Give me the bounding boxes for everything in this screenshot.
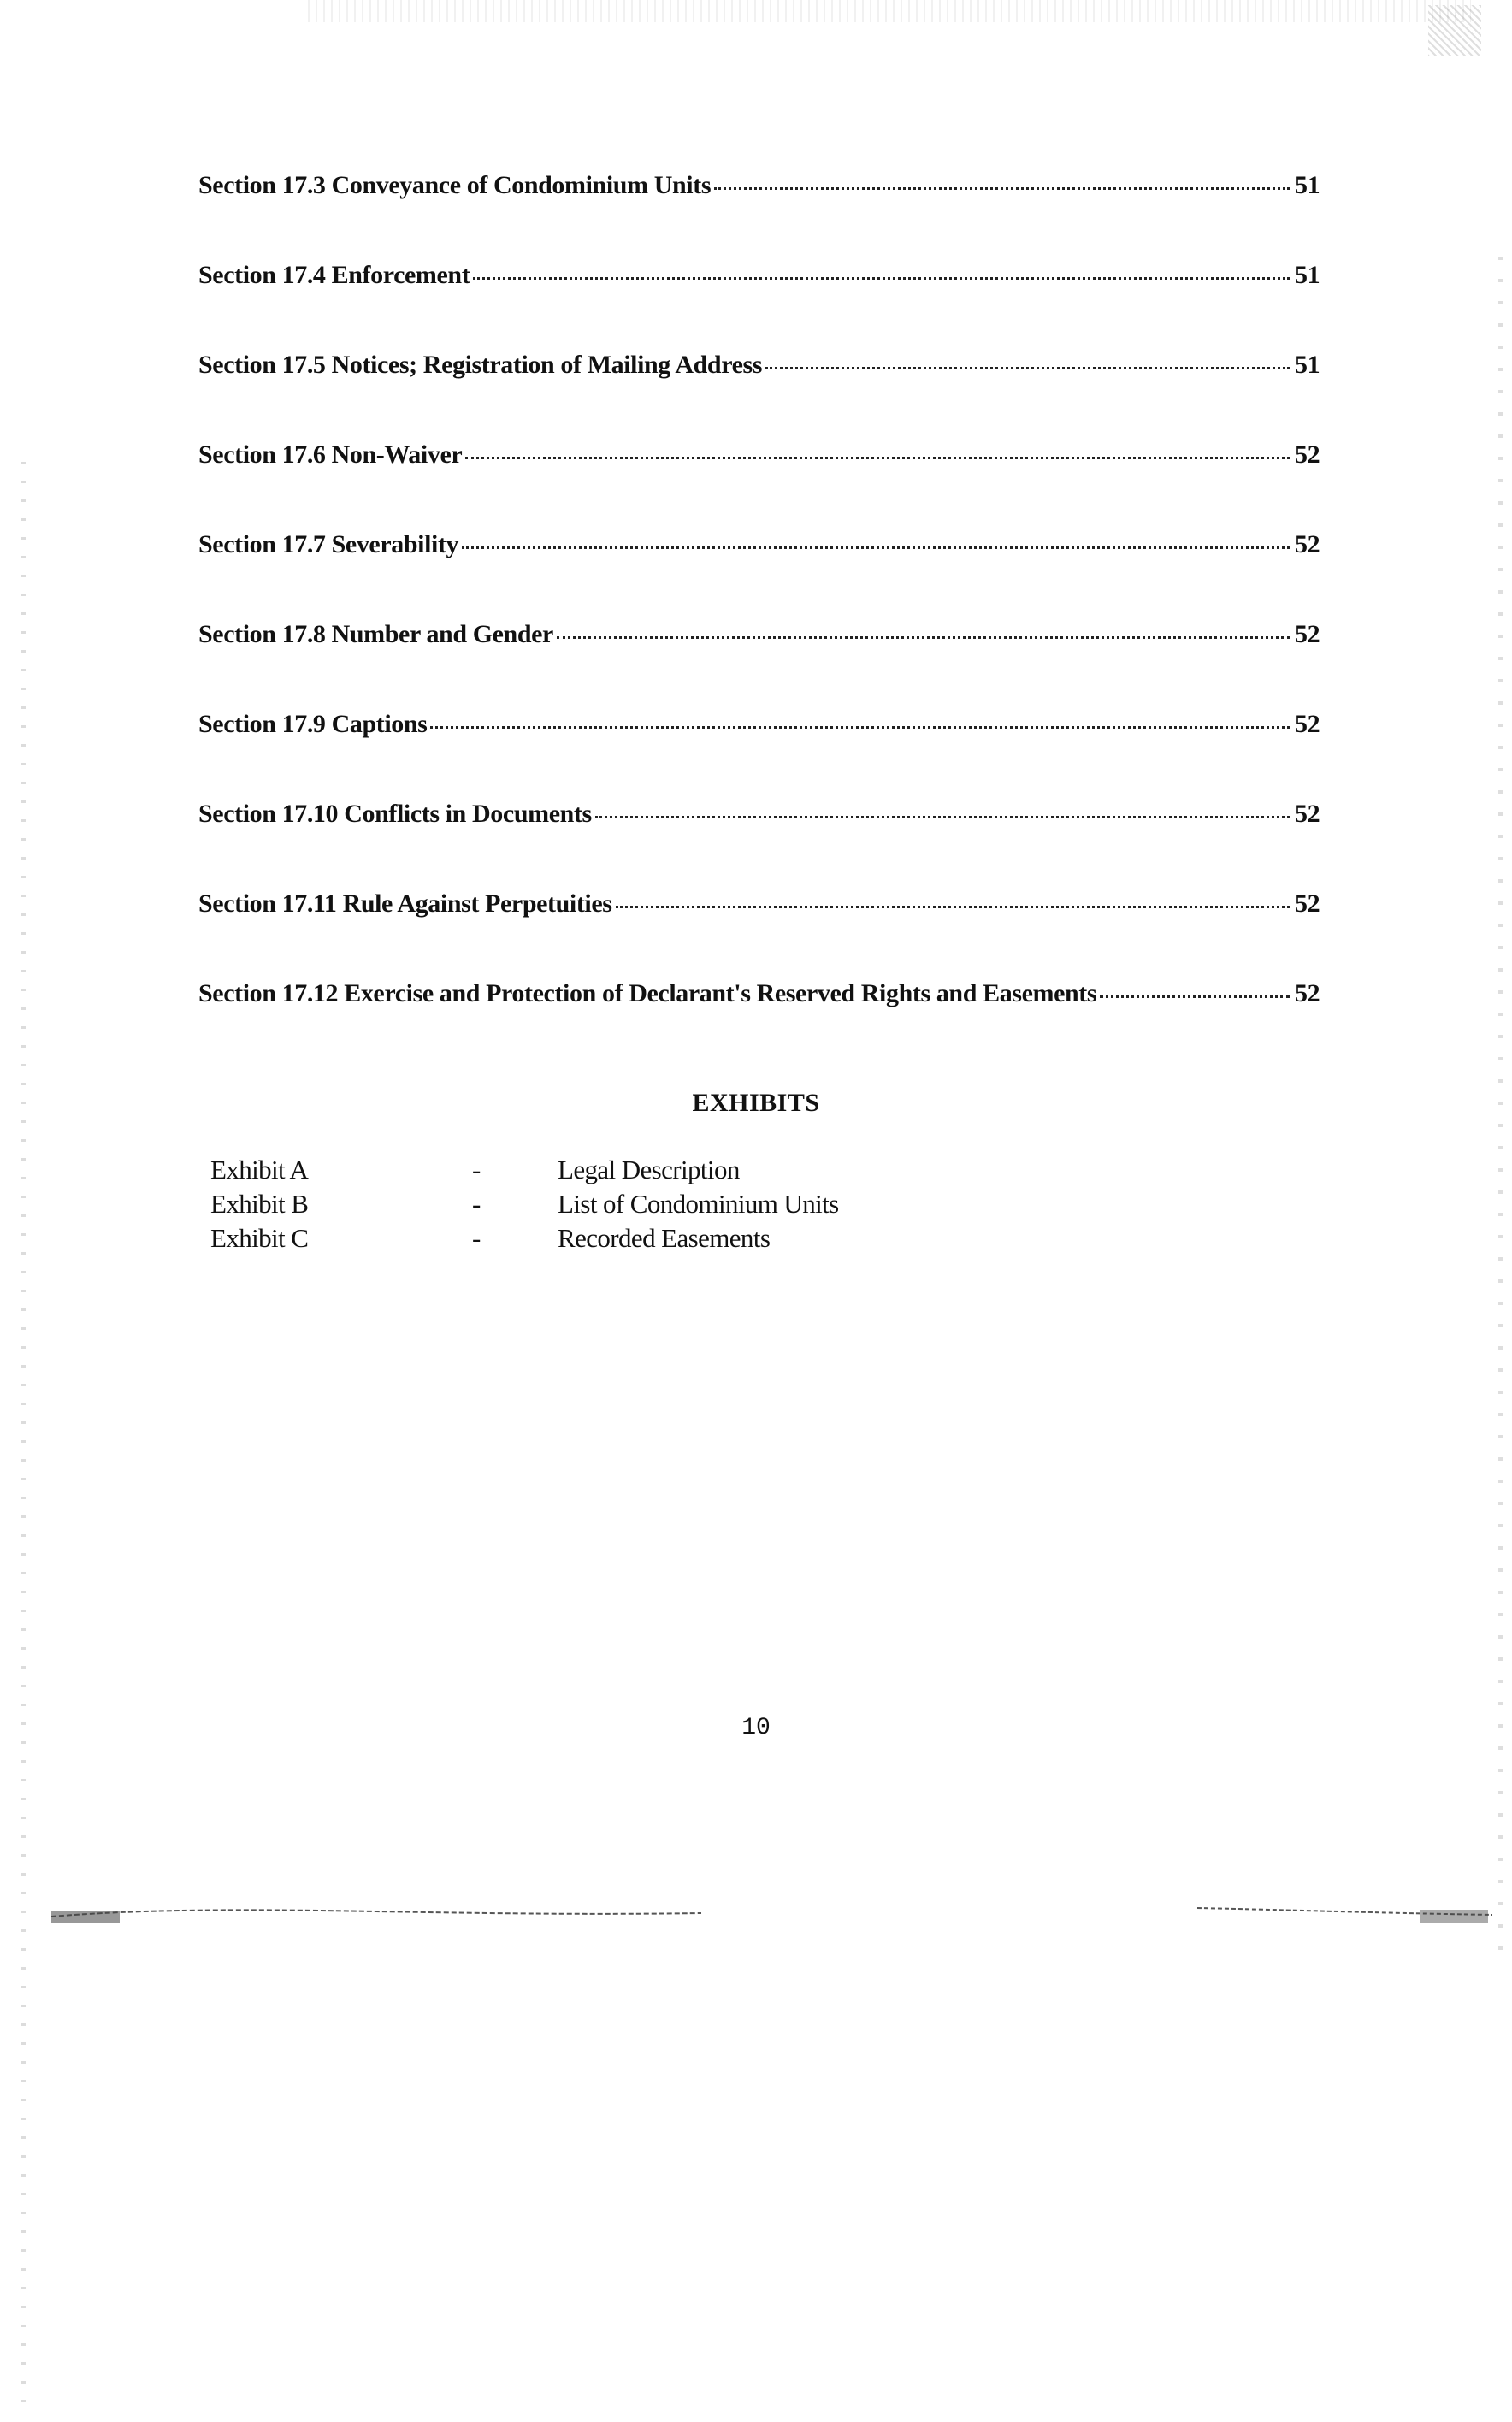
- page-number: 10: [741, 1715, 771, 1741]
- toc-dot-leader: [765, 367, 1290, 369]
- toc-entry: [198, 351, 1327, 440]
- exhibit-dash: -: [472, 1155, 481, 1184]
- toc-entry-title: Section 17.3 Conveyance of Condominium Units: [198, 171, 712, 199]
- exhibit-dash: -: [472, 1223, 481, 1253]
- toc-entry-title: Section 17.6 Non-Waiver: [198, 440, 463, 469]
- toc-dot-leader: [595, 816, 1290, 818]
- toc-dot-leader: [616, 906, 1290, 908]
- exhibits-list: [210, 1155, 980, 1257]
- toc-entry: [198, 440, 1327, 530]
- toc-entry: [198, 171, 1327, 261]
- toc-entry-page: 52: [1295, 530, 1320, 558]
- toc-entry: [198, 710, 1327, 800]
- exhibit-label: Exhibit A: [210, 1155, 309, 1184]
- toc-entry-page: 52: [1295, 979, 1320, 1007]
- toc-entry-title: Section 17.10 Conflicts in Documents: [198, 800, 592, 828]
- toc-entry-title: Section 17.5 Notices; Registration of Mailing Address: [198, 351, 763, 379]
- exhibit-label: Exhibit C: [210, 1223, 309, 1253]
- toc-entry-page: 52: [1295, 440, 1320, 469]
- exhibit-row: [210, 1223, 980, 1257]
- toc-dot-leader: [714, 187, 1290, 190]
- toc-entry-title: Section 17.7 Severability: [198, 530, 459, 558]
- exhibit-label: Exhibit B: [210, 1189, 309, 1219]
- toc-dot-leader: [557, 636, 1290, 639]
- scan-fold-line: [51, 1903, 1492, 1925]
- scan-edge-left: [21, 462, 26, 2412]
- scan-noise-top: [308, 0, 1471, 22]
- toc-entry-title: Section 17.4 Enforcement: [198, 261, 470, 289]
- exhibit-row: [210, 1155, 980, 1189]
- table-of-contents: [198, 171, 1327, 1069]
- toc-entry-title: Section 17.11 Rule Against Perpetuities: [198, 889, 612, 918]
- toc-entry: [198, 800, 1327, 889]
- toc-entry-page: 51: [1295, 351, 1320, 379]
- exhibits-heading: EXHIBITS: [692, 1089, 820, 1117]
- toc-entry: [198, 530, 1327, 620]
- toc-dot-leader: [1100, 995, 1290, 998]
- scan-noise-corner: [1428, 5, 1481, 56]
- toc-entry: [198, 979, 1327, 1069]
- toc-entry-title: Section 17.8 Number and Gender: [198, 620, 553, 648]
- toc-entry-page: 52: [1295, 800, 1320, 828]
- toc-entry-page: 51: [1295, 171, 1320, 199]
- toc-entry: [198, 889, 1327, 979]
- toc-dot-leader: [465, 457, 1290, 459]
- exhibit-description: Legal Description: [558, 1155, 740, 1184]
- exhibit-description: List of Condominium Units: [558, 1189, 839, 1219]
- toc-dot-leader: [473, 277, 1290, 280]
- exhibit-dash: -: [472, 1189, 481, 1219]
- toc-entry-page: 51: [1295, 261, 1320, 289]
- toc-dot-leader: [462, 546, 1290, 549]
- toc-entry-page: 52: [1295, 620, 1320, 648]
- toc-entry-page: 52: [1295, 710, 1320, 738]
- toc-dot-leader: [430, 726, 1290, 729]
- exhibit-row: [210, 1189, 980, 1223]
- toc-entry-page: 52: [1295, 889, 1320, 918]
- toc-entry-title: Section 17.12 Exercise and Protection of Declarant's Reserved Rights and Easements: [198, 979, 1097, 1007]
- toc-entry: [198, 261, 1327, 351]
- toc-entry-title: Section 17.9 Captions: [198, 710, 428, 738]
- toc-entry: [198, 620, 1327, 710]
- exhibit-description: Recorded Easements: [558, 1223, 771, 1253]
